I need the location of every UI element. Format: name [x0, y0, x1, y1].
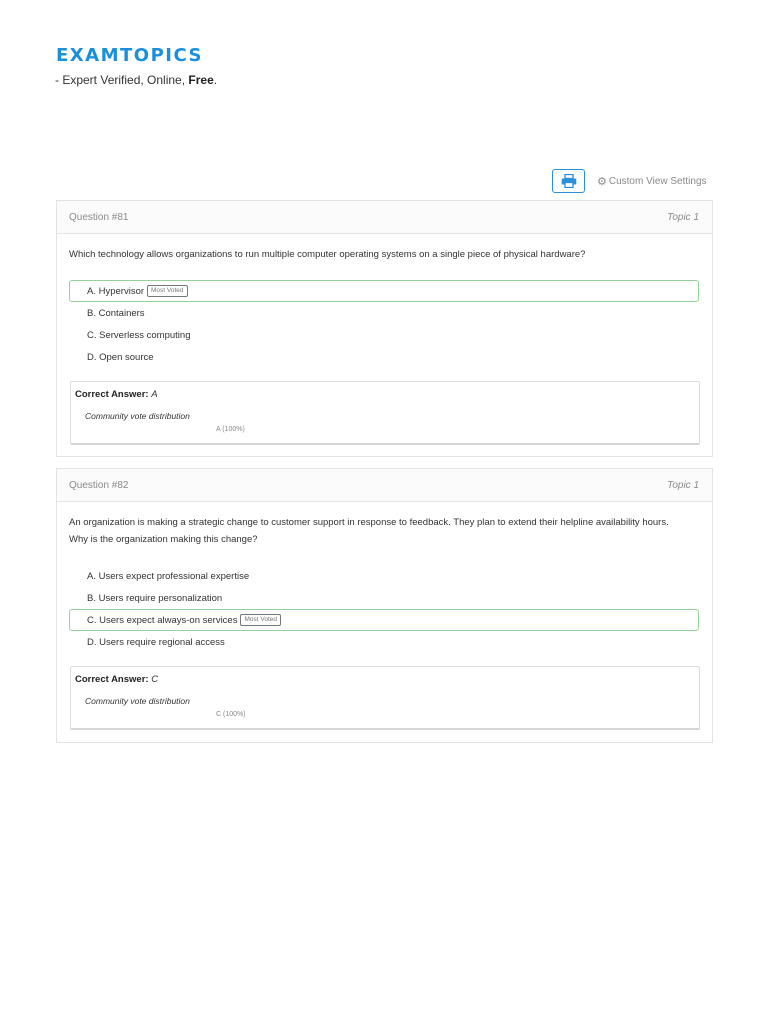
most-voted-badge: Most Voted	[240, 614, 281, 626]
question-text	[69, 514, 699, 548]
question-number: Question #82	[69, 479, 129, 491]
community-vote-label: Community vote distribution	[85, 696, 190, 706]
question-header	[57, 201, 712, 234]
correct-answer-label: Correct Answer:	[75, 674, 149, 685]
choice-a[interactable]	[69, 280, 699, 302]
custom-view-settings-link[interactable]	[597, 175, 707, 188]
vote-result: C (100%)	[216, 711, 246, 718]
correct-answer	[75, 674, 158, 685]
correct-answer-value: C	[151, 674, 159, 685]
choice-a[interactable]	[69, 565, 699, 587]
choice-label: B. Containers	[87, 307, 145, 319]
question-text-line-1: An organization is making a strategic change to customer support in response to feedback. They plan to extend their helpline availability hours.	[69, 517, 669, 528]
choice-label: D. Users require regional access	[87, 636, 225, 648]
tagline-bold: Free	[188, 73, 214, 87]
question-text: Which technology allows organizations to run multiple computer operating systems on a single piece of physical hardware?	[69, 249, 586, 260]
custom-view-settings-label: Custom View Settings	[608, 176, 707, 187]
question-number: Question #81	[69, 211, 129, 223]
choice-c[interactable]	[69, 609, 699, 631]
correct-answer-box	[70, 666, 700, 730]
choice-label: B. Users require personalization	[87, 592, 223, 604]
tagline-prefix: - Expert Verified, Online,	[55, 73, 189, 87]
tagline-suffix: .	[213, 73, 218, 87]
logo-text: EXAMTOPICS	[56, 45, 203, 66]
choice-b[interactable]	[69, 302, 699, 324]
choice-b[interactable]	[69, 587, 699, 609]
correct-answer	[75, 389, 158, 400]
choice-label: C. Serverless computing	[87, 329, 191, 341]
correct-answer-box	[70, 381, 700, 445]
choice-d[interactable]	[69, 346, 699, 368]
question-header	[57, 469, 712, 502]
choice-label: A. Users expect professional expertise	[87, 570, 250, 582]
correct-answer-label: Correct Answer:	[75, 389, 149, 400]
choice-label: D. Open source	[87, 351, 154, 363]
topic-label: Topic 1	[667, 211, 699, 223]
choice-c[interactable]	[69, 324, 699, 346]
tagline	[55, 73, 217, 87]
most-voted-badge: Most Voted	[147, 285, 188, 297]
print-button[interactable]	[552, 169, 585, 193]
correct-answer-value: A	[151, 389, 158, 400]
question-card-82	[56, 468, 713, 743]
choice-d[interactable]	[69, 631, 699, 653]
examtopics-logo[interactable]	[56, 46, 203, 66]
community-vote-label: Community vote distribution	[85, 411, 190, 421]
vote-result: A (100%)	[216, 426, 245, 433]
topic-label: Topic 1	[667, 479, 699, 491]
question-text-line-2: Why is the organization making this change?	[69, 534, 258, 545]
choice-label: A. Hypervisor	[87, 285, 145, 297]
choice-label: C. Users expect always-on services	[87, 614, 238, 626]
question-card-81	[56, 200, 713, 457]
printer-icon	[561, 174, 577, 188]
gear-icon: ⚙	[597, 176, 607, 188]
